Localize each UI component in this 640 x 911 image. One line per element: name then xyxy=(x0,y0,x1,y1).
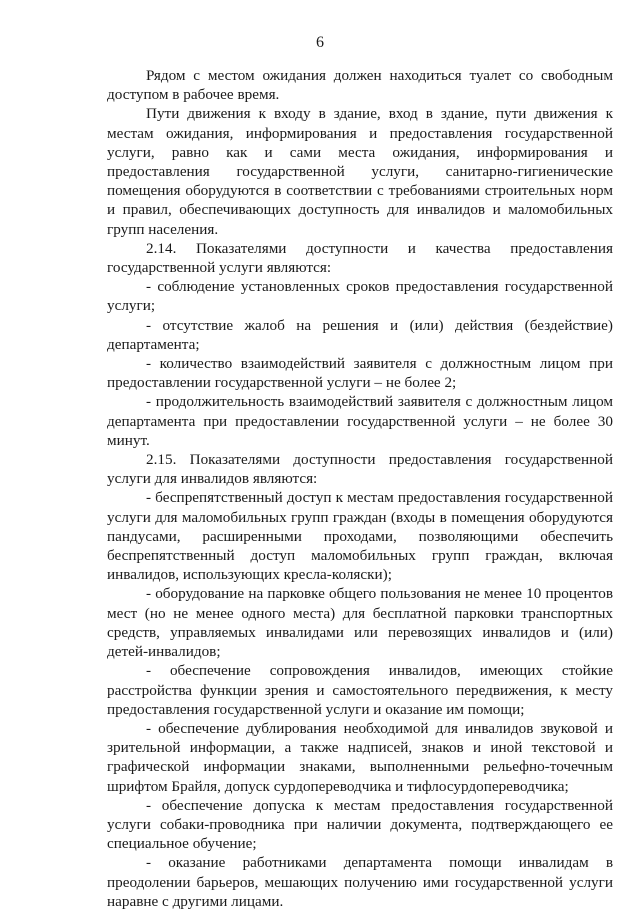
list-item-deadlines: - соблюдение установленных сроков предоставления государственной услуги; xyxy=(107,278,613,315)
paragraph-movement-paths: Пути движения к входу в здание, вход в здание, пути движения к местам ожидания, информирования и предоставления государственной услуги, равно как и сами места ожидания, информирования и предоставления государственной услуги, санитарно-гигиенические помещения оборудуются в соответствии с требованиями строительных норм и правил, обеспечивающих доступность для инвалидов и маломобильных групп населения. xyxy=(107,105,613,238)
list-item-interactions-count: - количество взаимодействий заявителя с должностным лицом при предоставлении государственной услуги – не более 2; xyxy=(107,355,613,392)
list-item-parking: - оборудование на парковке общего пользования не менее 10 процентов мест (но не менее одного места) для бесплатной парковки транспортных средств, управляемых инвалидами или перевозящих инвалидов и (или) детей-инвалидов; xyxy=(107,585,613,661)
list-item-barrier-free-access: - беспрепятственный доступ к местам предоставления государственной услуги для маломобильных групп граждан (входы в помещения оборудуются пандусами, расширенными проходами, позволяющими обеспечить беспрепятственный доступ маломобильных групп граждан, включая инвалидов, использующих кресла-коляски); xyxy=(107,489,613,584)
list-item-staff-assistance: - оказание работниками департамента помощи инвалидам в преодолении барьеров, мешающих получению ими государственной услуги наравне с другими лицами. xyxy=(107,854,613,910)
document-body xyxy=(107,66,613,911)
paragraph-section-2-14: 2.14. Показателями доступности и качества предоставления государственной услуги являются: xyxy=(107,239,613,277)
paragraph-section-2-15: 2.15. Показателями доступности предоставления государственной услуги для инвалидов являются: xyxy=(107,451,613,488)
list-item-interaction-duration: - продолжительность взаимодействий заявителя с должностным лицом департамента при предоставлении государственной услуги – не более 30 минут. xyxy=(107,393,613,449)
page-number: 6 xyxy=(316,34,324,51)
list-item-escort: - обеспечение сопровождения инвалидов, имеющих стойкие расстройства функции зрения и самостоятельного передвижения, к месту предоставления государственной услуги и оказание им помощи; xyxy=(107,662,613,718)
list-item-guide-dog: - обеспечение допуска к местам предоставления государственной услуги собаки-проводника при наличии документа, подтверждающего ее специальное обучение; xyxy=(107,796,613,853)
list-item-no-complaints: - отсутствие жалоб на решения и (или) действия (бездействие) департамента; xyxy=(107,316,613,353)
list-item-duplication: - обеспечение дублирования необходимой для инвалидов звуковой и зрительной информации, а также надписей, знаков и иной текстовой и графической информации знаками, выполненными рельефно-точечным шрифтом Брайля, допуск сурдопереводчика и тифлосурдопереводчика; xyxy=(107,719,613,795)
paragraph-toilet-access: Рядом с местом ожидания должен находиться туалет со свободным доступом в рабочее время. xyxy=(107,67,613,104)
